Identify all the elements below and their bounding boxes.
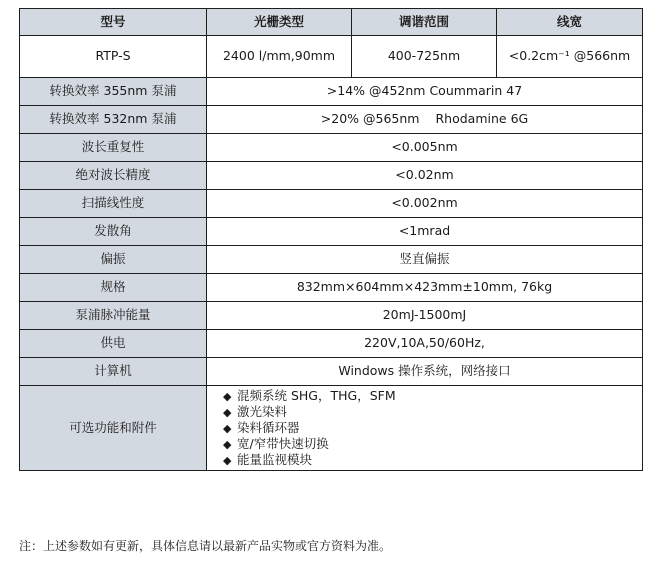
spec-value: Windows 操作系统，网络接口 [207, 358, 643, 386]
spec-row-options [20, 386, 643, 471]
header-grating-type: 光栅类型 [207, 9, 352, 36]
list-item: ◆ 混频系统 SHG，THG，SFM [223, 388, 396, 403]
spec-label: 计算机 [20, 358, 207, 386]
spec-value: <0.005nm [207, 134, 643, 162]
dye-name: Rhodamine 6G [435, 111, 529, 127]
model-row [20, 36, 643, 78]
spec-row-absolute-accuracy [20, 162, 643, 190]
spec-row-computer [20, 358, 643, 386]
spec-value: >14% @452nm Coummarin 47 [207, 78, 643, 106]
list-item: ◆ 染料循环器 [223, 420, 300, 435]
list-item: ◆ 激光染料 [223, 404, 288, 419]
footnote: 注：上述参数如有更新，具体信息请以最新产品实物或官方资料为准。 [19, 539, 392, 553]
spec-row-divergence [20, 218, 643, 246]
spec-value: 20mJ-1500mJ [207, 302, 643, 330]
spec-label: 绝对波长精度 [20, 162, 207, 190]
list-item: ◆ 能量监视模块 [223, 452, 313, 467]
spec-row-polarization [20, 246, 643, 274]
spec-row-pump-energy [20, 302, 643, 330]
header-tuning-range: 调谐范围 [352, 9, 497, 36]
diamond-bullet-icon: ◆ [223, 406, 232, 419]
spec-value: <0.002nm [207, 190, 643, 218]
options-cell [207, 386, 643, 471]
list-item: ◆ 宽/窄带快速切换 [223, 436, 329, 451]
header-row [20, 9, 643, 36]
spec-label: 扫描线性度 [20, 190, 207, 218]
diamond-bullet-icon: ◆ [223, 438, 232, 451]
spec-label: 供电 [20, 330, 207, 358]
spec-label: 发散角 [20, 218, 207, 246]
tuning-range-value: 400-725nm [352, 36, 497, 78]
diamond-bullet-icon: ◆ [223, 422, 232, 435]
spec-value: 竖直偏振 [207, 246, 643, 274]
spec-value: <1mrad [207, 218, 643, 246]
spec-row-power-supply [20, 330, 643, 358]
diamond-bullet-icon: ◆ [223, 454, 232, 467]
spec-value [207, 106, 643, 134]
header-linewidth: 线宽 [497, 9, 643, 36]
spec-value: 832mm×604mm×423mm±10mm, 76kg [207, 274, 643, 302]
spec-label: 转换效率 355nm 泵浦 [20, 78, 207, 106]
spec-row-efficiency-355 [20, 78, 643, 106]
spec-label: 偏振 [20, 246, 207, 274]
spec-label: 转换效率 532nm 泵浦 [20, 106, 207, 134]
spec-row-wavelength-repeatability [20, 134, 643, 162]
header-model: 型号 [20, 9, 207, 36]
spec-row-dimensions [20, 274, 643, 302]
spec-label: 泵浦脉冲能量 [20, 302, 207, 330]
spec-row-efficiency-532 [20, 106, 643, 134]
efficiency-value: >20% @565nm [320, 111, 420, 127]
diamond-bullet-icon: ◆ [223, 390, 232, 403]
spec-table [19, 8, 643, 471]
spec-value: <0.02nm [207, 162, 643, 190]
grating-value: 2400 l/mm,90mm [207, 36, 352, 78]
linewidth-value: <0.2cm⁻¹ @566nm [497, 36, 643, 78]
spec-label: 波长重复性 [20, 134, 207, 162]
options-label: 可选功能和附件 [20, 386, 207, 471]
spec-label: 规格 [20, 274, 207, 302]
options-list [211, 388, 638, 468]
spec-row-scan-linearity [20, 190, 643, 218]
spec-value: 220V,10A,50/60Hz, [207, 330, 643, 358]
model-value: RTP-S [20, 36, 207, 78]
